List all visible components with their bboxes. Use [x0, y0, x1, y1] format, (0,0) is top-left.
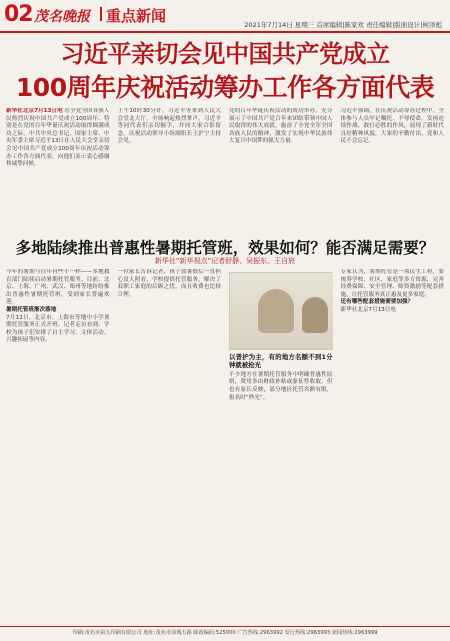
second-col4b-text: 新华社北京7月13日电	[340, 306, 396, 313]
second-column	[118, 269, 222, 619]
page-footer: 印刷:茂名市第五印刷有限公司 地址:茂名市油城五路 邮政编码:525000 广告热线:2963992 发行热线:2963993 新闻热线:2963999	[0, 626, 450, 641]
subhead: 暑期托管班渐次落地	[6, 306, 57, 313]
second-col1b-text: 7月12日，北京市、上海市等地中小学暑期托管服务正式开班。记者走访看到，学校为孩子们安排了自主学习、文体活动、兴趣拓展等内容。	[6, 314, 110, 344]
lead-headline-line2: 100周年庆祝活动筹办工作各方面代表	[15, 73, 435, 102]
second-col1-text: 今年的暑期与往年有些不一样——多地教育部门陆续启动暑期托管服务。目前，北京、上海、广州、武汉、郑州等地纷纷推出普惠性暑期托管班，受到家长普遍欢迎。	[6, 269, 110, 306]
second-byline: 新华社“新华视点”记者舒静、吴振东、王自宸	[154, 257, 296, 265]
masthead-divider	[100, 7, 102, 21]
lead-col4-text: 习近平强调，在庆祝活动筹办过程中，全体参与人员牢记嘱托、不辱使命，发扬连续作战、敢打必胜的作风，展现了新时代良好精神风貌，大家的辛勤付出，党和人民不会忘记。	[340, 108, 444, 145]
subhead: 还有哪些配套措施需要加强？	[340, 299, 414, 306]
second-headline: 多地陆续推出普惠性暑期托管班，效果如何？能否满足需要？	[15, 239, 435, 257]
section-title: 重点新闻	[106, 7, 167, 25]
lead-column	[229, 108, 333, 218]
second-column	[6, 269, 110, 619]
second-column	[341, 269, 445, 619]
masthead-rule	[0, 31, 450, 33]
lead-byline: 新华社北京7月13日电	[6, 108, 63, 114]
second-col3-text: 不少地方在暑期托管服务中明确普惠性原则，费用多由财政补贴或象征性收取。但也有家长反映，部分地区托管名额有限，报名时“秒光”。	[229, 371, 333, 401]
lead-headline-line1: 习近平亲切会见中国共产党成立	[60, 40, 390, 68]
lead-column	[6, 108, 110, 218]
lead-story-body	[6, 108, 444, 218]
second-col2-text: 一位家长告诉记者，孩子放暑假后一直担心没人照看，学校提供托管服务，解决了双职工家庭的后顾之忧，而且收费也比较合理。	[117, 269, 221, 298]
lead-column	[341, 108, 445, 218]
paper-name: 茂名晚报	[34, 9, 90, 25]
page-number: 02	[4, 2, 33, 27]
second-column	[229, 269, 333, 619]
second-col4-text: 专家认为，暑期托管是一项民生工程，要统筹学校、社区、家庭等多方资源，完善经费保障、安全管理、师资激励等配套措施，让托管服务真正惠及更多家庭。	[340, 269, 444, 298]
masthead	[0, 0, 450, 32]
masthead-meta: 2021年7月14日 星期三 首席编辑|陈家欢 责任编辑|版面设计|柯泽彪	[244, 21, 442, 29]
lead-column	[118, 108, 222, 218]
second-story-body	[6, 269, 444, 619]
news-photo	[229, 272, 333, 350]
lead-col3-text: 党的百年华诞庆祝活动的成功举办，充分展示了中国共产党百年来团结带领中国人民取得的伟大成就，振奋了全党全军全国各族人民的精神，激发了实现中华民族伟大复兴中国梦的强大力量。	[229, 108, 333, 145]
pull-quote: 以普护为主，有的地方名额不到1分钟就被抢光	[229, 353, 333, 370]
lead-col2-text: 上午10时30分许，习近平等来到人民大会堂北大厅，全场响起热烈掌声。习近平等同代表们亲切握手，并同大家合影留念。庆祝活动领导小组副组长王沪宁主持会见。	[117, 108, 221, 145]
lead-col1-text: 在全党全国各族人民热烈庆祝中国共产党成立100周年、特别是在党的百年华诞庆祝活动取得圆满成功之际，中共中央总书记、国家主席、中央军委主席习近平13日在人民大会堂亲切会见中国共产党成立100周年庆祝活动筹办工作各方面代表，向他们表示衷心感谢和诚挚问候。	[6, 108, 110, 168]
